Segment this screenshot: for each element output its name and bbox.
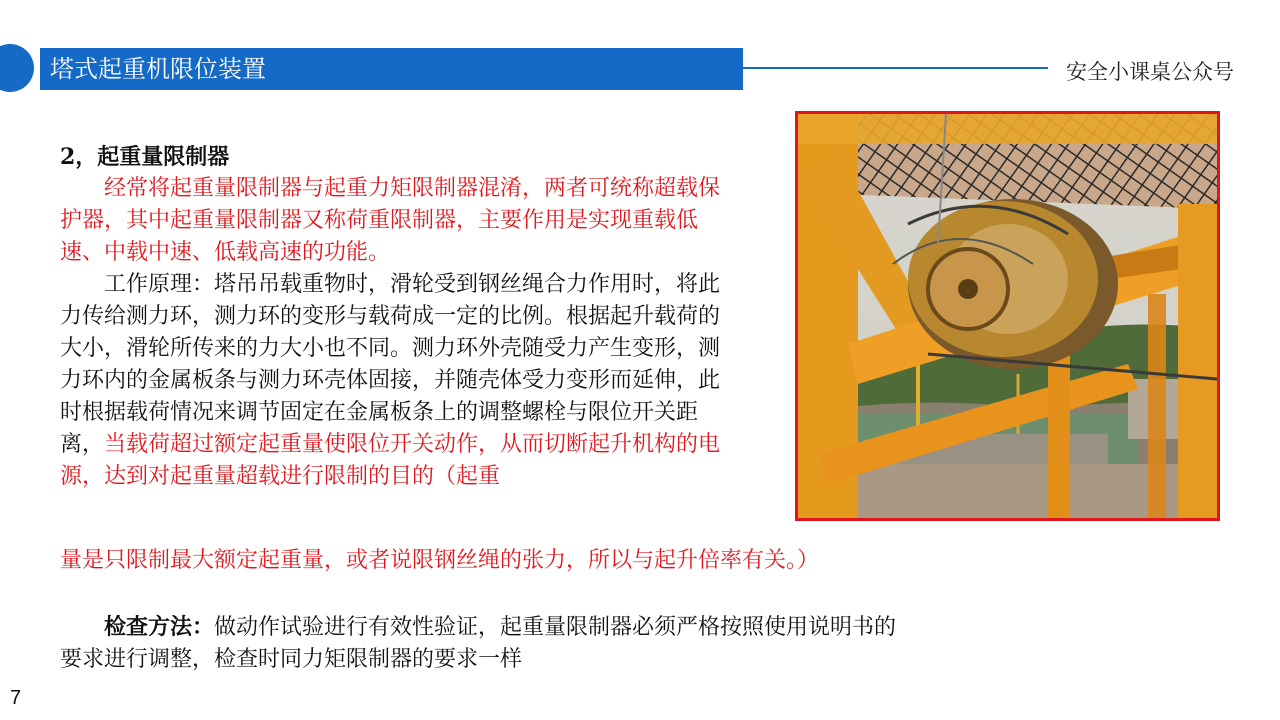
section-heading: 2，起重量限制器 <box>60 144 230 170</box>
inspection-label: 检查方法： <box>104 614 215 640</box>
principle-text: 工作原理：塔吊吊载重物时，滑轮受到钢丝绳合力作用时，将此力传给测力环，测力环的变形与载荷成一定的比例。根据起升载荷的大小，滑轮所传来的力大小也不同。测力环外壳随受力产生变形，测力环内的金属板条与测力环壳体固接，并随壳体受力变形而延伸，此时根据载荷情况来调节固定在金属板条上的调整螺栓与限位开关距离， <box>60 272 721 457</box>
intro-paragraph: 经常将起重量限制器与起重力矩限制器混淆，两者可统称超载保护器，其中起重量限制器又称荷重限制器，主要作用是实现重载低速、中载中速、低载高速的功能。 <box>60 176 721 265</box>
page-number: 7 <box>10 687 22 709</box>
inspection-paragraph <box>60 611 900 676</box>
brand-label: 安全小课桌公众号 <box>1066 60 1234 84</box>
page-title: 塔式起重机限位装置 <box>40 48 743 90</box>
title-divider <box>743 67 1048 69</box>
principle-continuation: 量是只限制最大额定起重量，或者说限钢丝绳的张力，所以与起升倍率有关。） <box>60 548 820 573</box>
principle-paragraph <box>60 269 730 493</box>
principle-highlight: 当载荷超过额定起重量使限位开关动作，从而切断起升机构的电源，达到对起重量超载进行限制的目的（起重 <box>60 432 721 489</box>
crane-pulley-photo <box>795 111 1220 521</box>
inspection-text: 做动作试验进行有效性验证，起重量限制器必须严格按照使用说明书的要求进行调整，检查时同力矩限制器的要求一样 <box>60 615 897 672</box>
header-circle-decoration <box>0 44 34 92</box>
